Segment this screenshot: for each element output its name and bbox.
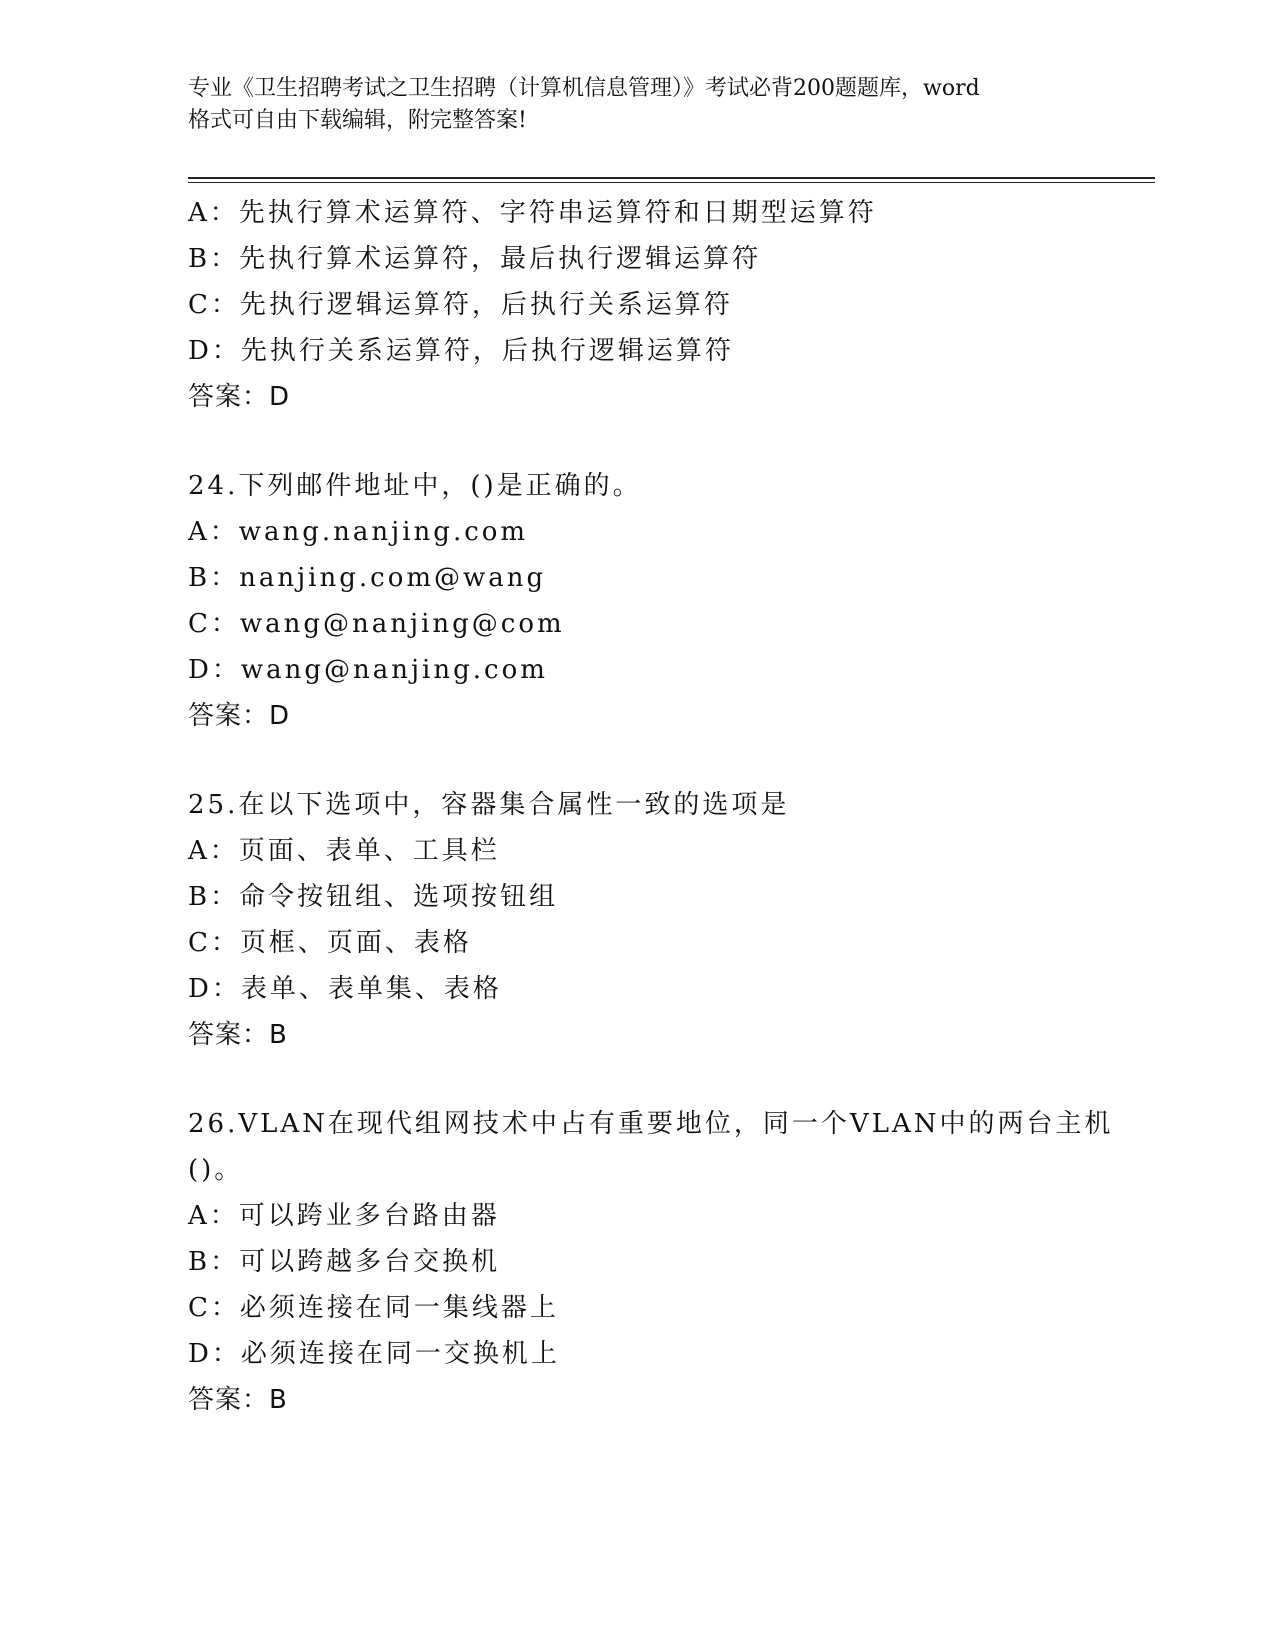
answer: 答案：B bbox=[188, 1385, 288, 1415]
option-c: C：wang@nanjing@com bbox=[188, 609, 565, 639]
option-d: D：必须连接在同一交换机上 bbox=[188, 1339, 560, 1369]
document-header bbox=[188, 73, 1088, 137]
question-23 bbox=[188, 190, 1188, 420]
option-d: D：wang@nanjing.com bbox=[188, 655, 548, 685]
answer: 答案：D bbox=[188, 382, 291, 412]
option-d: D：先执行关系运算符，后执行逻辑运算符 bbox=[188, 336, 734, 366]
question-24 bbox=[188, 463, 1188, 739]
option-b: B：命令按钮组、选项按钮组 bbox=[188, 882, 559, 912]
option-b: B：可以跨越多台交换机 bbox=[188, 1247, 501, 1277]
question-text: 24.下列邮件地址中，()是正确的。 bbox=[188, 471, 642, 501]
option-b: B：nanjing.com@wang bbox=[188, 563, 547, 593]
answer: 答案：D bbox=[188, 701, 291, 731]
spacer bbox=[188, 420, 1188, 463]
header-divider-bottom bbox=[188, 182, 1155, 183]
option-d: D：表单、表单集、表格 bbox=[188, 974, 502, 1004]
option-b: B：先执行算术运算符，最后执行逻辑运算符 bbox=[188, 244, 762, 274]
option-a: A：页面、表单、工具栏 bbox=[188, 836, 500, 866]
question-text-line1: 26.VLAN在现代组网技术中占有重要地位，同一个VLAN中的两台主机 bbox=[188, 1109, 1114, 1139]
question-26 bbox=[188, 1101, 1188, 1423]
question-text: 25.在以下选项中，容器集合属性一致的选项是 bbox=[188, 790, 790, 820]
option-a: A：先执行算术运算符、字符串运算符和日期型运算符 bbox=[188, 198, 877, 228]
question-text-line2: ()。 bbox=[188, 1155, 244, 1185]
spacer bbox=[188, 1058, 1188, 1101]
answer: 答案：B bbox=[188, 1020, 288, 1050]
header-divider-top bbox=[188, 177, 1155, 179]
option-c: C：先执行逻辑运算符，后执行关系运算符 bbox=[188, 290, 733, 320]
option-c: C：页框、页面、表格 bbox=[188, 928, 472, 958]
option-a: A：可以跨业多台路由器 bbox=[188, 1201, 500, 1231]
spacer bbox=[188, 739, 1188, 782]
option-c: C：必须连接在同一集线器上 bbox=[188, 1293, 559, 1323]
question-list bbox=[188, 190, 1188, 1423]
header-title-line1: 专业《卫生招聘考试之卫生招聘（计算机信息管理）》考试必背200题题库，word bbox=[188, 76, 980, 101]
option-a: A：wang.nanjing.com bbox=[188, 517, 529, 547]
header-title-line2: 格式可自由下载编辑，附完整答案! bbox=[188, 108, 527, 133]
question-25 bbox=[188, 782, 1188, 1058]
